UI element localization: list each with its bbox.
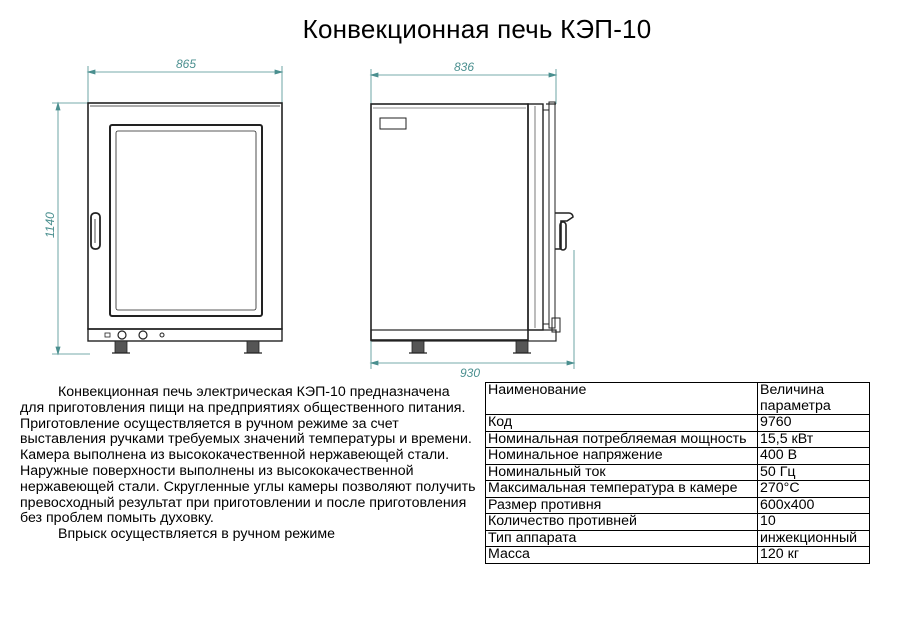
description	[20, 385, 476, 543]
table-cell-value: 120 кг	[758, 547, 870, 564]
table-row	[486, 415, 870, 432]
table-cell-name: Номинальный ток	[486, 464, 758, 481]
dimension-height	[52, 103, 90, 354]
table-row	[486, 448, 870, 465]
table-row	[486, 481, 870, 498]
table-cell-value: 400 В	[758, 448, 870, 465]
description-paragraph: Впрыск осуществляется в ручном режиме	[58, 526, 335, 543]
table-row	[486, 530, 870, 547]
dimension-side-top	[371, 69, 556, 104]
header-cell-value: Величина параметра	[758, 383, 870, 415]
table-header-row	[486, 383, 870, 415]
dimension-front-width	[88, 66, 282, 104]
table-cell-name: Тип аппарата	[486, 530, 758, 547]
table-cell-value: 270°С	[758, 481, 870, 498]
dimension-side-top-label: 836	[454, 60, 475, 74]
table-cell-name: Номинальное напряжение	[486, 448, 758, 465]
side-view	[371, 60, 574, 380]
front-view	[43, 57, 282, 354]
table-cell-value: 15,5 кВт	[758, 431, 870, 448]
table-cell-value: 600х400	[758, 497, 870, 514]
knob-icon	[118, 331, 126, 339]
table-cell-value: 50 Гц	[758, 464, 870, 481]
door-handle	[91, 213, 100, 249]
table-cell-name: Количество противней	[486, 514, 758, 531]
page-title: Конвекционная печь КЭП-10	[302, 14, 652, 44]
table-row	[486, 514, 870, 531]
side-handle	[555, 213, 573, 249]
table-cell-value: 10	[758, 514, 870, 531]
table-cell-name: Максимальная температура в камере	[486, 481, 758, 498]
table-row	[486, 431, 870, 448]
header-cell-name: Наименование	[486, 383, 758, 415]
table-row	[486, 547, 870, 564]
dimension-front-width-label: 865	[176, 57, 197, 71]
control-panel	[88, 329, 282, 341]
table-cell-value: инжекционный	[758, 530, 870, 547]
table-cell-name: Код	[486, 415, 758, 432]
knob-icon	[139, 331, 147, 339]
dimension-height-label: 1140	[43, 212, 57, 238]
spec-table	[485, 382, 870, 564]
table-row	[486, 497, 870, 514]
dimension-side-bottom-label: 930	[460, 366, 481, 380]
table-cell-value: 9760	[758, 415, 870, 432]
table-cell-name: Номинальная потребляемая мощность	[486, 431, 758, 448]
table-cell-name: Размер противня	[486, 497, 758, 514]
description-paragraph: Конвекционная печь электрическая КЭП-10 предназначена для приготовления пищи на предприятиях общественного питания. Приготовление осуществляется в ручном режиме за счет выставления ручками требуемых значений температуры и времени. Камера выполнена из высококачественной нержавеющей стали. Наружные поверхности выполнены из высококачественной нержавеющей стали. Скругленные углы камеры позволяют получить превосходный результат при приготовлении и после приготовления без проблем помыть духовку.	[20, 384, 476, 527]
table-cell-name: Масса	[486, 547, 758, 564]
table-row	[486, 464, 870, 481]
